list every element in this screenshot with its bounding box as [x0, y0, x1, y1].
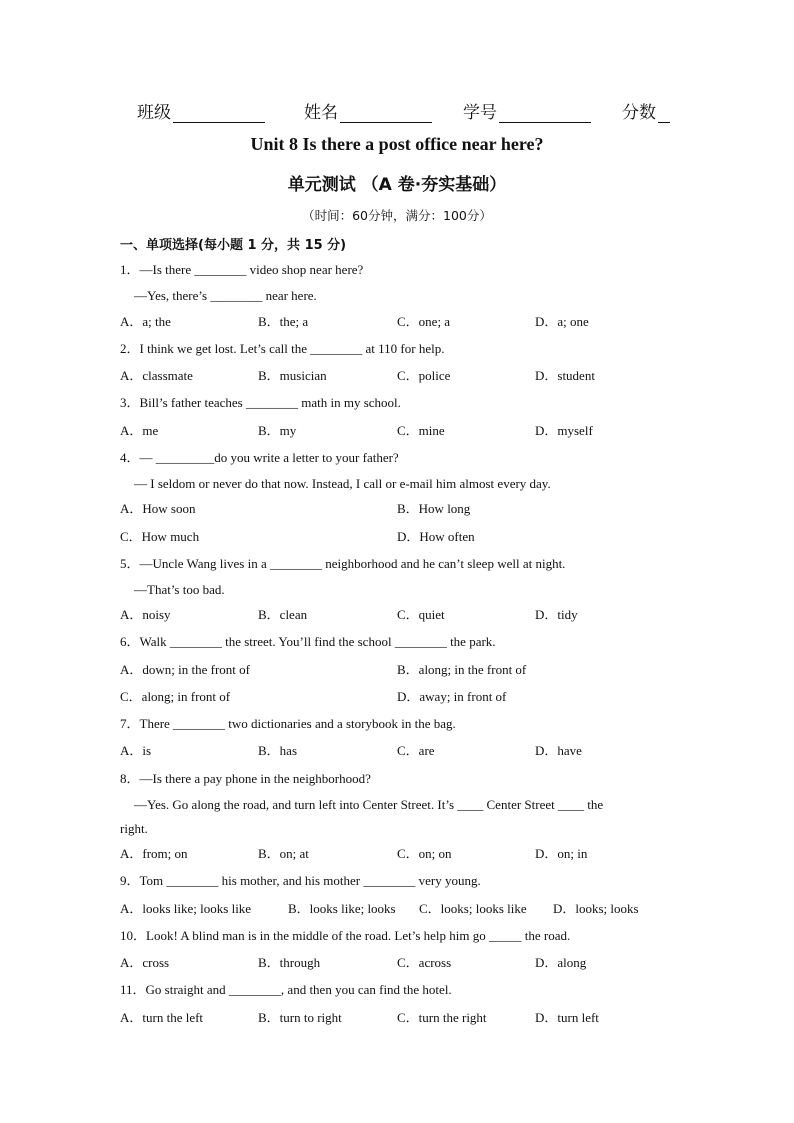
name-field — [304, 98, 432, 123]
question-10-option-d[interactable]: D．along — [535, 955, 587, 970]
question-7-option-a[interactable]: A．is — [120, 743, 152, 758]
question-10-stem: 10．Look! A blind man is in the middle of the road. Let’s help him go _____ the road. — [120, 928, 571, 943]
test-title: 单元测试 （A 卷·夯实基础） — [287, 175, 507, 195]
score-blank[interactable] — [658, 105, 670, 123]
question-11-option-b[interactable]: B．turn to right — [258, 1010, 342, 1025]
question-8-reply: —Yes. Go along the road, and turn left into Center Street. It’s ____ Center Street ____ the — [134, 797, 604, 812]
question-1-stem: 1．—Is there ________ video shop near here? — [120, 262, 364, 277]
question-11-stem: 11．Go straight and ________, and then you can find the hotel. — [120, 982, 452, 997]
unit-title: Unit 8 Is there a post office near here? — [250, 134, 544, 154]
question-3-option-d[interactable]: D．myself — [535, 423, 593, 438]
question-5-option-b[interactable]: B．clean — [258, 607, 308, 622]
question-7-option-c[interactable]: C．are — [397, 743, 435, 758]
question-11-option-c[interactable]: C．turn the right — [397, 1010, 487, 1025]
class-blank[interactable] — [173, 105, 265, 123]
question-2-option-c[interactable]: C．police — [397, 368, 451, 383]
question-8-option-a[interactable]: A．from; on — [120, 846, 188, 861]
name-label: 姓名 — [304, 103, 338, 123]
time-note: （时间：60分钟，满分：100分） — [302, 208, 492, 223]
question-9-option-d[interactable]: D．looks; looks — [553, 901, 639, 916]
id-label: 学号 — [463, 103, 497, 123]
question-1-reply: —Yes, there’s ________ near here. — [134, 288, 317, 303]
question-2-option-a[interactable]: A．classmate — [120, 368, 193, 383]
question-9-option-c[interactable]: C．looks; looks like — [419, 901, 527, 916]
question-10-option-a[interactable]: A．cross — [120, 955, 170, 970]
question-1-option-c[interactable]: C．one; a — [397, 314, 451, 329]
question-6-option-a[interactable]: A．down; in the front of — [120, 662, 250, 677]
question-2-option-b[interactable]: B．musician — [258, 368, 327, 383]
question-4-option-c[interactable]: C．How much — [120, 529, 200, 544]
score-field — [622, 98, 670, 123]
question-3-option-a[interactable]: A．me — [120, 423, 159, 438]
question-9-option-b[interactable]: B．looks like; looks — [288, 901, 396, 916]
question-3-stem: 3．Bill’s father teaches ________ math in my school. — [120, 395, 401, 410]
question-1-option-d[interactable]: D．a; one — [535, 314, 589, 329]
question-7-stem: 7．There ________ two dictionaries and a storybook in the bag. — [120, 716, 456, 731]
question-1-option-a[interactable]: A．a; the — [120, 314, 171, 329]
class-label: 班级 — [137, 103, 171, 123]
question-7-option-d[interactable]: D．have — [535, 743, 582, 758]
question-6-option-c[interactable]: C．along; in front of — [120, 689, 231, 704]
question-4-option-a[interactable]: A．How soon — [120, 501, 196, 516]
question-11-option-a[interactable]: A．turn the left — [120, 1010, 204, 1025]
question-2-stem: 2．I think we get lost. Let’s call the ________ at 110 for help. — [120, 341, 445, 356]
question-3-option-b[interactable]: B．my — [258, 423, 297, 438]
question-4-reply: — I seldom or never do that now. Instead, I call or e-mail him almost every day. — [134, 476, 551, 491]
id-blank[interactable] — [499, 105, 591, 123]
question-5-reply: —That’s too bad. — [134, 582, 225, 597]
question-6-option-b[interactable]: B．along; in the front of — [397, 662, 527, 677]
question-8-reply-cont: right. — [120, 821, 148, 836]
score-label: 分数 — [622, 103, 656, 123]
name-blank[interactable] — [340, 105, 432, 123]
question-5-option-a[interactable]: A．noisy — [120, 607, 171, 622]
id-field — [463, 98, 591, 123]
question-8-option-b[interactable]: B．on; at — [258, 846, 309, 861]
question-5-option-c[interactable]: C．quiet — [397, 607, 445, 622]
question-6-option-d[interactable]: D．away; in front of — [397, 689, 507, 704]
question-2-option-d[interactable]: D．student — [535, 368, 595, 383]
question-11-option-d[interactable]: D．turn left — [535, 1010, 599, 1025]
question-9-stem: 9．Tom ________ his mother, and his mother ________ very young. — [120, 873, 481, 888]
question-5-option-d[interactable]: D．tidy — [535, 607, 578, 622]
question-6-stem: 6．Walk ________ the street. You’ll find the school ________ the park. — [120, 634, 496, 649]
question-3-option-c[interactable]: C．mine — [397, 423, 445, 438]
question-7-option-b[interactable]: B．has — [258, 743, 298, 758]
question-10-option-c[interactable]: C．across — [397, 955, 452, 970]
question-8-stem: 8．—Is there a pay phone in the neighborhood? — [120, 771, 371, 786]
question-8-option-c[interactable]: C．on; on — [397, 846, 452, 861]
question-4-option-b[interactable]: B．How long — [397, 501, 471, 516]
question-4-stem: 4．— _________do you write a letter to your father? — [120, 450, 399, 465]
question-4-option-d[interactable]: D．How often — [397, 529, 475, 544]
question-10-option-b[interactable]: B．through — [258, 955, 321, 970]
question-9-option-a[interactable]: A．looks like; looks like — [120, 901, 252, 916]
question-5-stem: 5．—Uncle Wang lives in a ________ neighborhood and he can’t sleep well at night. — [120, 556, 566, 571]
question-1-option-b[interactable]: B．the; a — [258, 314, 309, 329]
question-8-option-d[interactable]: D．on; in — [535, 846, 588, 861]
section-title: 一、单项选择(每小题 1 分，共 15 分) — [120, 238, 347, 253]
class-field — [137, 98, 265, 123]
